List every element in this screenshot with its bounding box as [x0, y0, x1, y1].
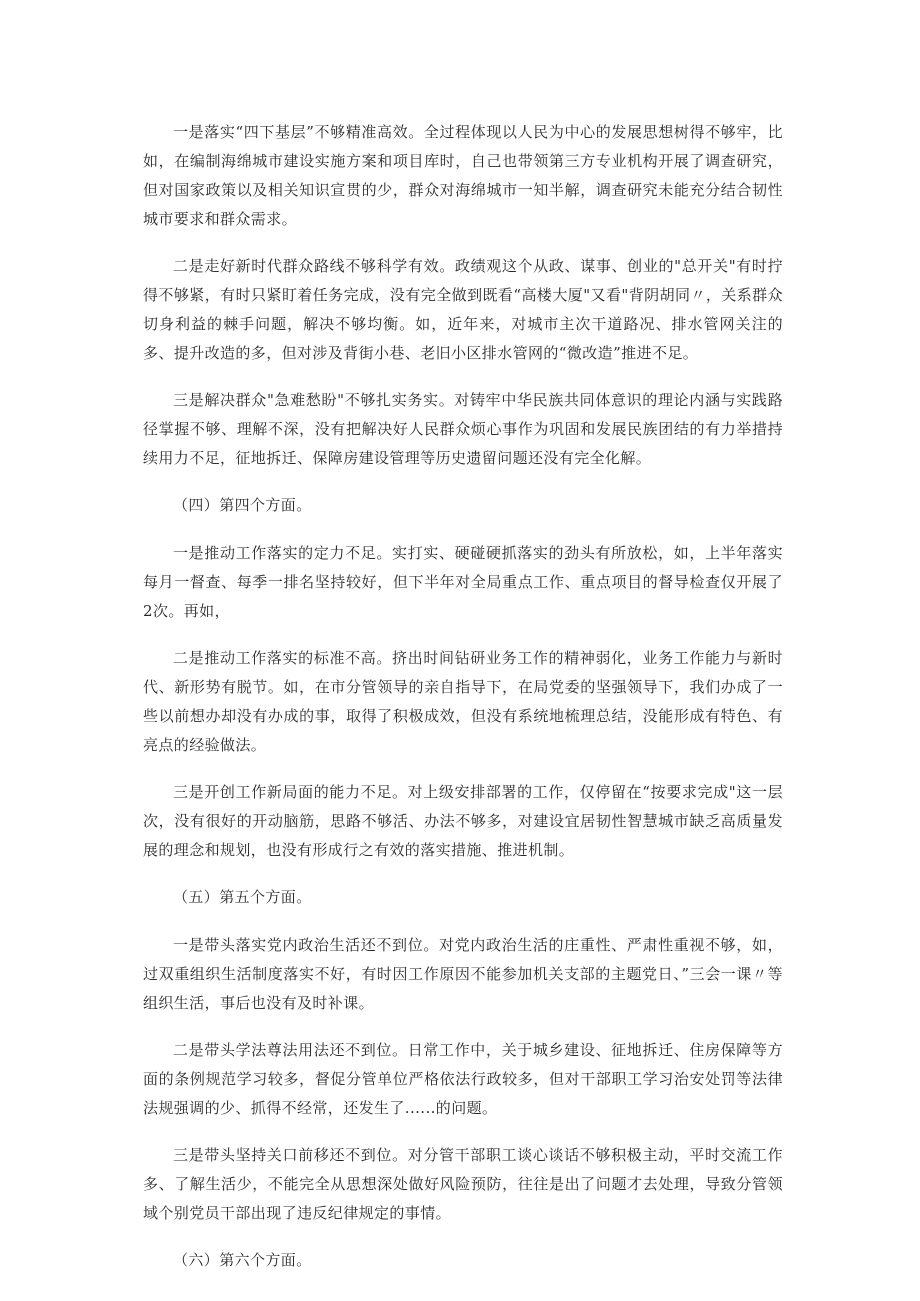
paragraph-urgent-needs: 三是解决群众"急难愁盼"不够扎实务实。对铸牢中华民族共同体意识的理论内涵与实践路径掌握不够、理解不深，没有把解决好人民群众烦心事作为巩固和发展民族团结的有力举措持续用力不足，征地拆迁、保障房建设管理等历史遗留问题还没有完全化解。 [143, 391, 783, 467]
document-page [143, 118, 783, 1294]
paragraph-party-life: 一是带头落实党内政治生活还不到位。对党内政治生活的庄重性、严肃性重视不够，如，过双重组织生活制度落实不好，有时因工作原因不能参加机关支部的主题党日、”三会一课〃等组织生活，事后也没有及时补课。 [143, 936, 783, 1012]
paragraph-mass-line: 二是走好新时代群众路线不够科学有效。政绩观这个从政、谋事、创业的"总开关"有时拧得不够紧，有时只紧盯着任务完成，没有完全做到既看“高楼大厦"又看"背阴胡同〃，关系群众切身利益的棘手问题，解决不够均衡。如，近年来，对城市主次干道路况、排水管网关注的多、提升改造的多，但对涉及背街小巷、老旧小区排水管网的“微改造”推进不足。 [143, 257, 783, 362]
section-heading-five: （五）第五个方面。 [173, 888, 312, 906]
paragraph-risk-prevention: 三是带头坚持关口前移还不到位。对分管干部职工谈心谈话不够积极主动，平时交流工作多、了解生活少，不能完全从思想深处做好风险预防，往往是出了问题才去处理，导致分管领域个别党员干部出现了违反纪律规定的事情。 [143, 1146, 783, 1222]
paragraph-four-grassroots: 一是落实“四下基层”不够精准高效。全过程体现以人民为中心的发展思想树得不够牢，比如，在编制海绵城市建设实施方案和项目库时，自己也带领第三方专业机构开展了调查研究，但对国家政策以及相关知识宣贯的少，群众对海绵城市一知半解，调查研究未能充分结合韧性城市要求和群众需求。 [143, 123, 783, 228]
section-heading-four: （四）第四个方面。 [173, 496, 312, 514]
paragraph-new-situation: 三是开创工作新局面的能力不足。对上级安排部署的工作，仅停留在“按要求完成"这一层次，没有很好的开动脑筋，思路不够活、办法不够多，对建设宜居韧性智慧城市缺乏高质量发展的理念和规划，也没有形成行之有效的落实措施、推进机制。 [143, 783, 783, 859]
paragraph-implementation-standard: 二是推动工作落实的标准不高。挤出时间钻研业务工作的精神弱化，业务工作能力与新时代、新形势有脱节。如，在市分管领导的亲自指导下，在局党委的坚强领导下，我们办成了一些以前想办却没有办成的事，取得了积极成效，但没有系统地梳理总结，没能形成有特色、有亮点的经验做法。 [143, 649, 783, 754]
section-heading-six: （六）第六个方面。 [173, 1251, 312, 1269]
paragraph-implementation-focus: 一是推动工作落实的定力不足。实打实、硬碰硬抓落实的劲头有所放松，如，上半年落实每月一督查、每季一排名坚持较好，但下半年对全局重点工作、重点项目的督导检查仅开展了2次。再如， [143, 544, 783, 620]
paragraph-rule-of-law: 二是带头学法尊法用法还不到位。日常工作中，关于城乡建设、征地拆迁、住房保障等方面的条例规范学习较多，督促分管单位严格依法行政较多，但对干部职工学习治安处罚等法律法规强调的少、抓得不经常，还发生了......的问题。 [143, 1041, 783, 1117]
